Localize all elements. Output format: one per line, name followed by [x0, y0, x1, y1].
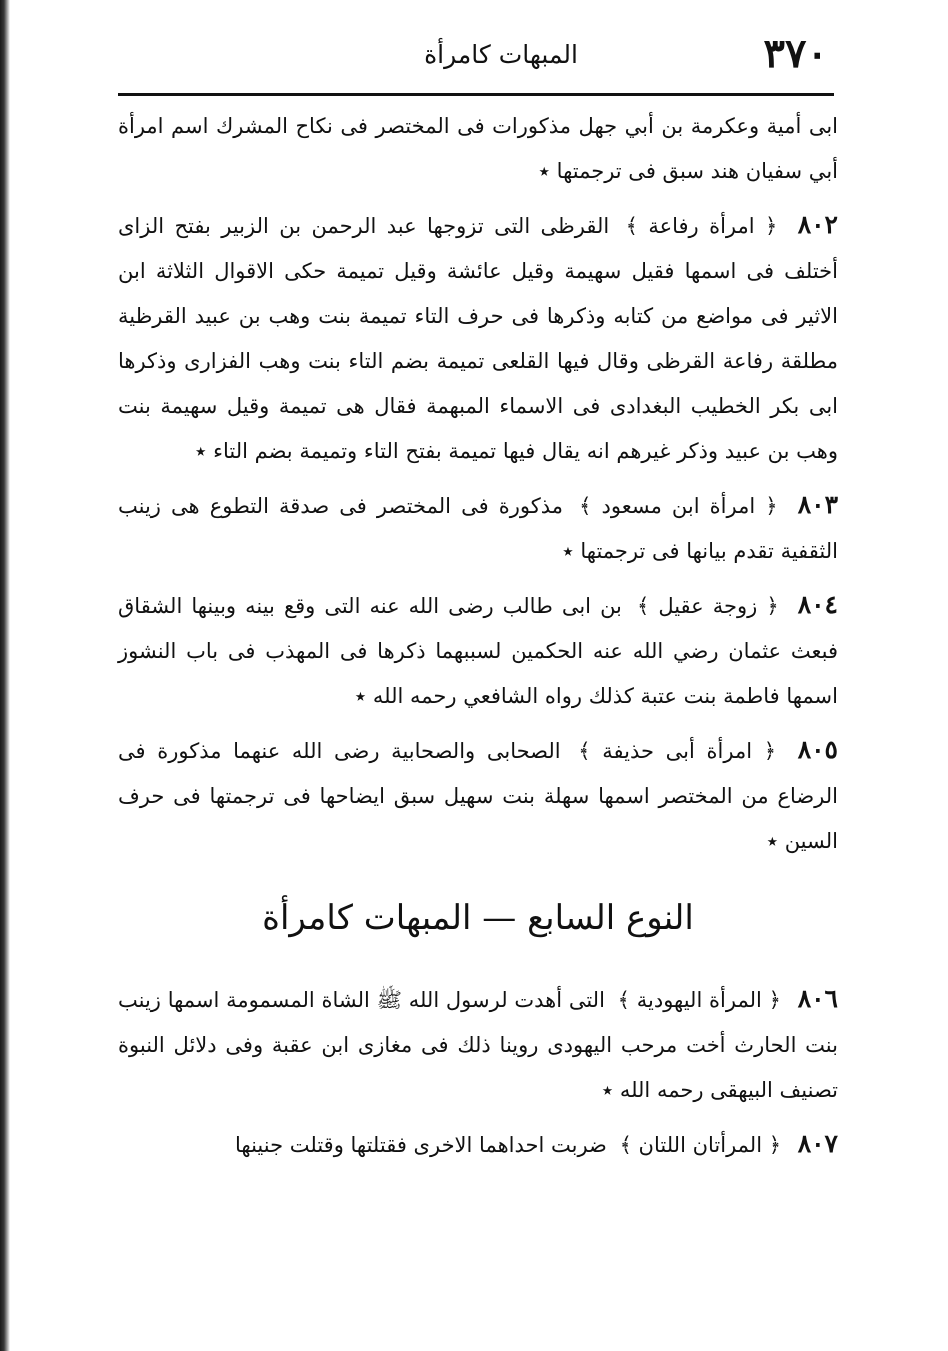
- entry-text: مذكورة فى المختصر فى صدقة التطوع هى زينب الثقفية تقدم بيانها فى ترجمتها ٭: [118, 494, 838, 563]
- entry-text: بن ابى طالب رضى الله عنه التى وقع بينه وبينها الشقاق فبعث عثمان رضي الله عنه الحكمين لسببهما ذكرها فى المهذب فى باب النشوز اسمها فاطمة بنت عتبة كذلك رواه الشافعي رحمه الله ٭: [118, 594, 838, 708]
- page-number: ٣٧٠: [763, 30, 828, 77]
- entry-title: ﴿ المرأة اليهودية ﴾: [617, 988, 781, 1012]
- entry-text: ضربت احداهما الاخرى فقتلتها وقتلت جنينها: [235, 1133, 607, 1157]
- entry-title: ﴿ امرأة ابن مسعود ﴾: [579, 494, 778, 518]
- running-title: المبهات كامرأة: [424, 40, 578, 69]
- entry-807: [118, 1121, 838, 1168]
- entry-804: [118, 582, 838, 719]
- entry-text: ابى أمية وعكرمة بن أبي جهل مذكورات فى المختصر فى نكاح المشرك اسم امرأة أبي سفيان هند سبق فى ترجمتها ٭: [118, 114, 838, 183]
- page-body: [118, 104, 838, 1176]
- entry-803: [118, 482, 838, 574]
- entry-number: ٨٠٢: [797, 210, 838, 239]
- header-rule: [118, 93, 834, 96]
- entry-title: ﴿ زوجة عقيل ﴾: [636, 594, 779, 618]
- section-title: النوع السابع — المبهات كامرأة: [262, 898, 694, 938]
- entry-title: ﴿ امرأة أبى حذيفة ﴾: [578, 739, 777, 763]
- entry-number: ٨٠٧: [797, 1129, 838, 1158]
- entry-title: ﴿ المرأتان اللتان ﴾: [619, 1133, 782, 1157]
- entry-802: [118, 202, 838, 474]
- entry-continuation: [118, 104, 838, 194]
- scan-edge-shadow: [0, 0, 10, 1351]
- entry-text: التى أهدت لرسول الله ﷺ الشاة المسمومة اسمها زينب بنت الحارث أخت مرحب اليهودى روينا ذلك فى مغازى ابن عقبة وفى دلائل النبوة تصنيف البيهقى رحمه الله ٭: [118, 988, 838, 1102]
- entry-number: ٨٠٦: [797, 984, 838, 1013]
- entry-805: [118, 727, 838, 864]
- entry-text: القرظى التى تزوجها عبد الرحمن بن الزبير بفتح الزاى أختلف فى اسمها فقيل سهيمة وقيل عائشة وقيل تميمة حكى الاقوال الثلاثة ابن الاثير فى مواضع من كتابه وذكرها فى حرف التاء تميمة بنت وهب بن عبيد القرظية مطلقة رفاعة القرظى وقال فيها القلعى تميمة بضم التاء بنت وهب الفزارى وذكرها ابى بكر الخطيب البغدادى فى الاسماء المبهمة فقال هى تميمة وقيل سهيمة بنت وهب بن عبيد وذكر غيرهم انه يقال فيها تميمة بفتح التاء وتميمة بضم التاء ٭: [118, 214, 838, 463]
- entry-806: [118, 976, 838, 1113]
- entry-number: ٨٠٣: [797, 490, 839, 519]
- entry-text: الصحابى والصحابية رضى الله عنهما مذكورة فى الرضاع من المختصر اسمها سهلة بنت سهيل سبق ايضاحها فى ترجمتها فى حرف السين ٭: [118, 739, 838, 853]
- page-header: [118, 30, 828, 92]
- entry-title: ﴿ امرأة رفاعة ﴾: [625, 214, 778, 238]
- entry-number: ٨٠٥: [797, 735, 838, 764]
- entry-number: ٨٠٤: [797, 590, 838, 619]
